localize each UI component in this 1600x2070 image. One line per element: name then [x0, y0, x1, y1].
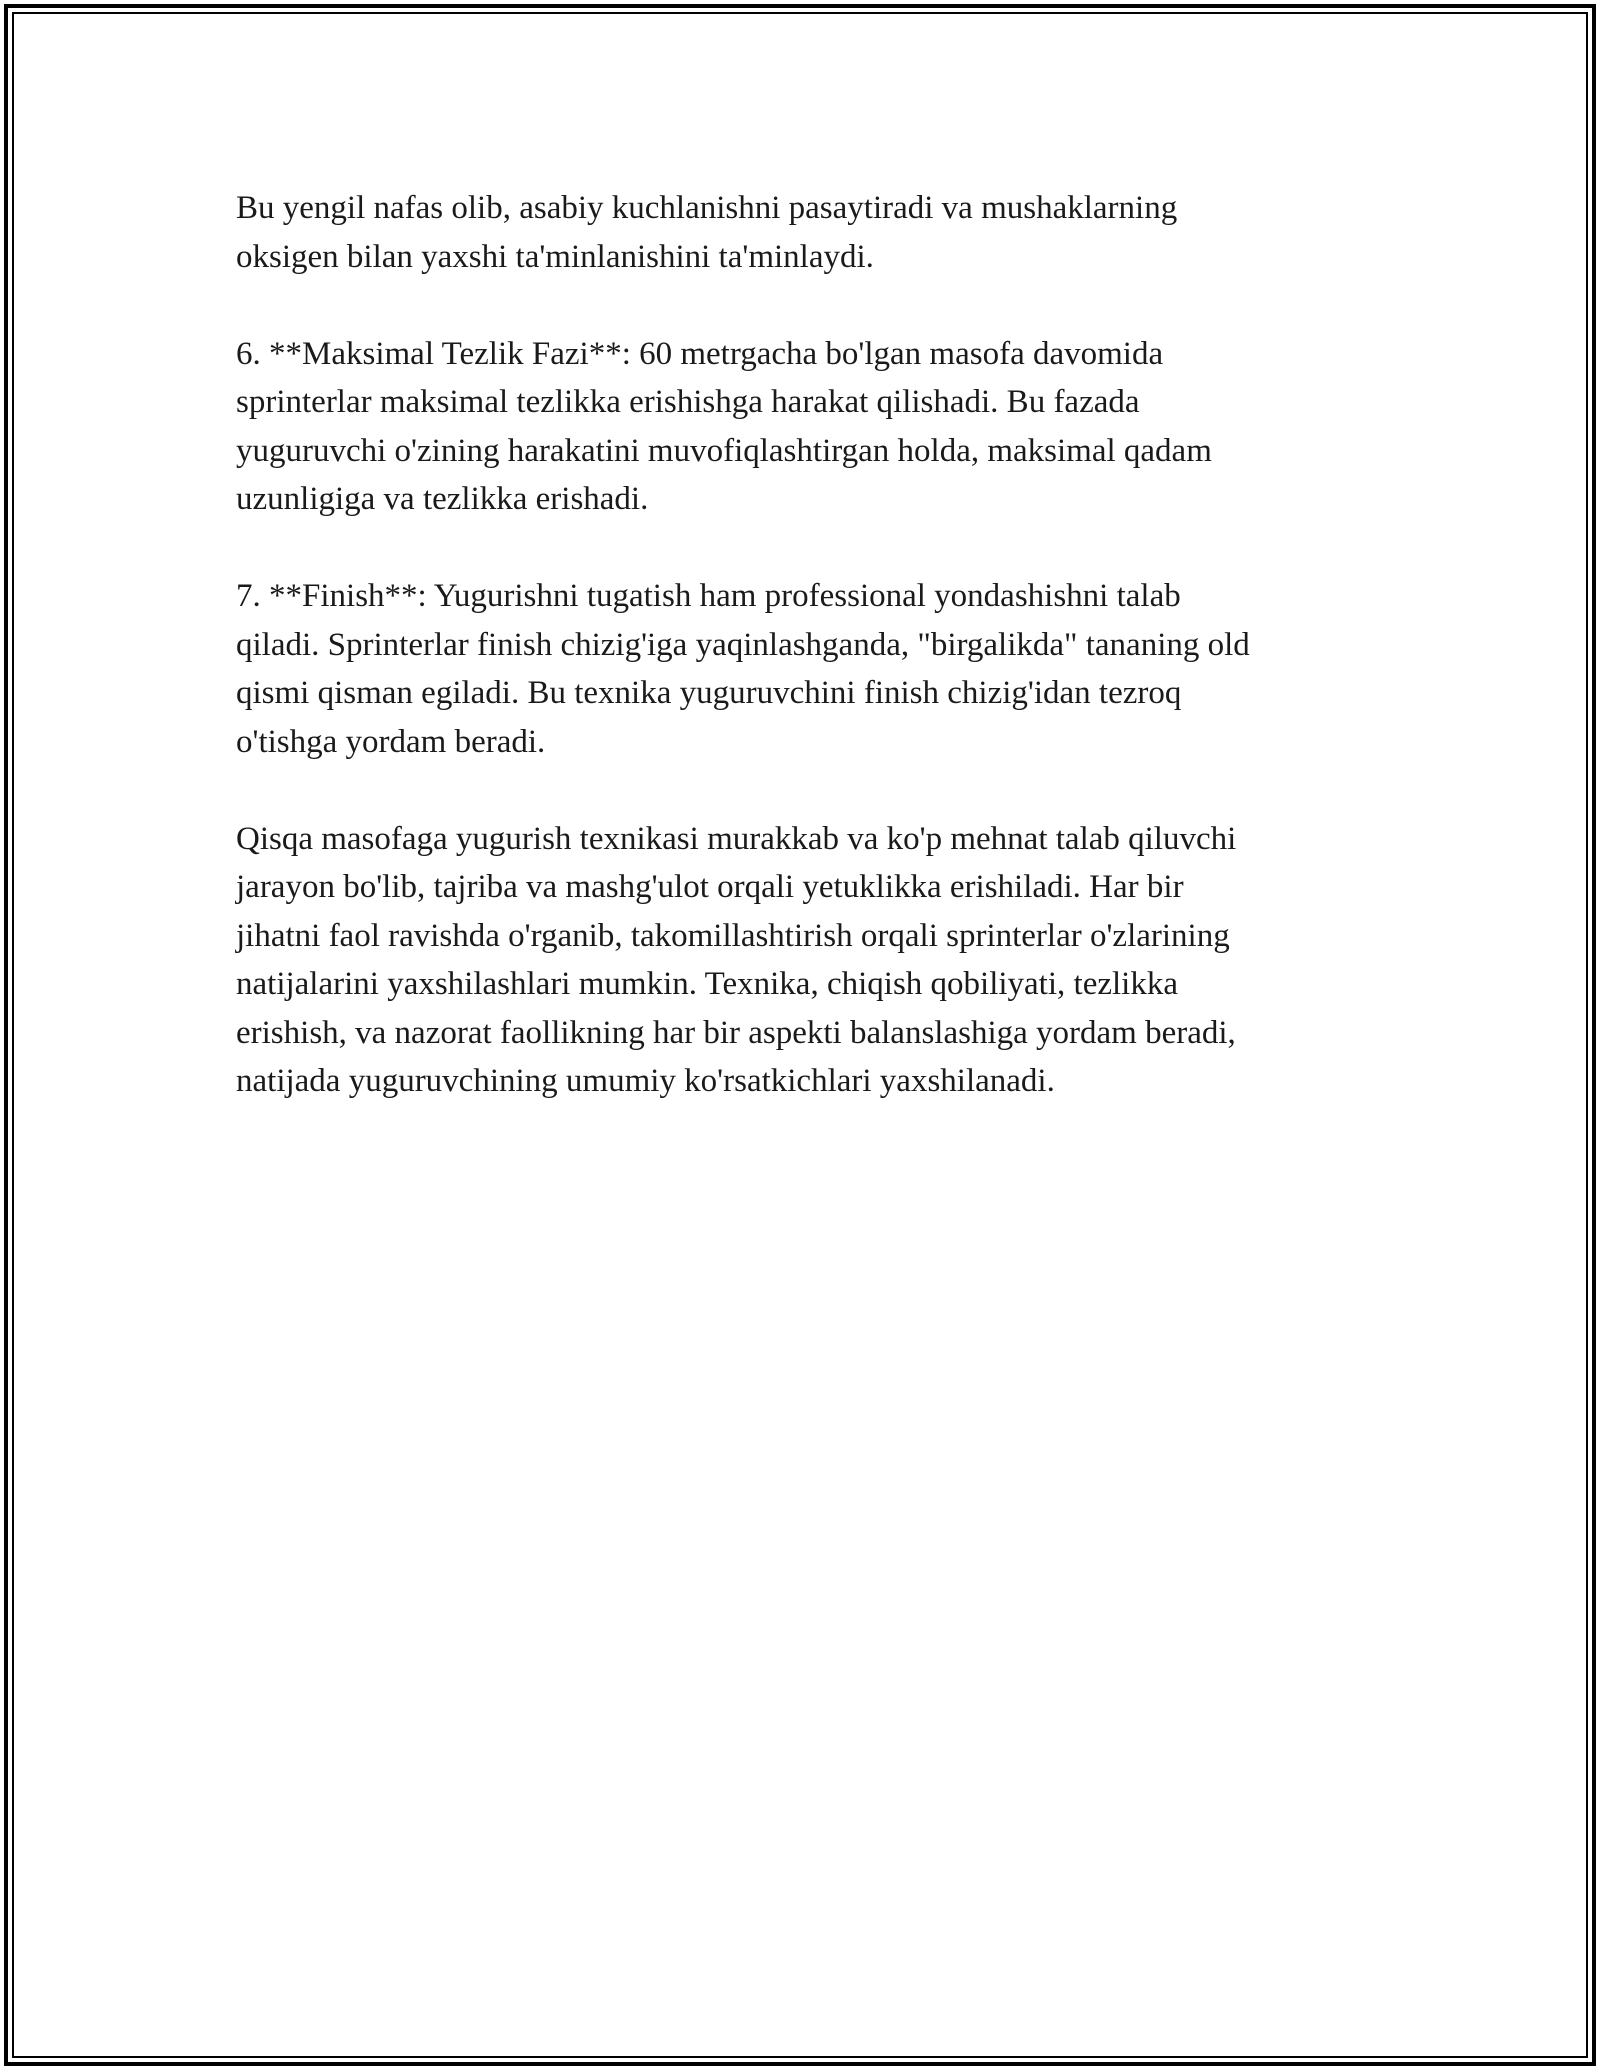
text-line: Bu yengil nafas olib, asabiy kuchlanishni pasaytiradi va mushaklarning [236, 190, 1178, 226]
text-line: qismi qisman egiladi. Bu texnika yuguruvchini finish chizig'idan tezroq [236, 675, 1182, 711]
text-line: jihatni faol ravishda o'rganib, takomillashtirish orqali sprinterlar o'zlarining [236, 917, 1230, 954]
paragraph-breathing [236, 184, 1386, 281]
paragraph-max-speed-phase [236, 330, 1386, 524]
text-line: qiladi. Sprinterlar finish chizig'iga yaqinlashganda, "birgalikda" tananing old [236, 626, 1250, 663]
text-line: 6. **Maksimal Tezlik Fazi**: 60 metrgacha bo'lgan masofa davomida [236, 335, 1164, 372]
text-line: 7. **Finish**: Yugurishni tugatish ham professional yondashishni talab [236, 578, 1181, 614]
text-line: natijada yuguruvchining umumiy ko'rsatkichlari yaxshilanadi. [236, 1063, 1055, 1099]
text-line: natijalarini yaxshilashlari mumkin. Texnika, chiqish qobiliyati, tezlikka [236, 966, 1178, 1002]
text-line: oksigen bilan yaxshi ta'minlanishini ta'minlaydi. [236, 238, 874, 275]
text-line: jarayon bo'lib, tajriba va mashg'ulot orqali yetuklikka erishiladi. Har bir [236, 869, 1184, 905]
text-line: Qisqa masofaga yugurish texnikasi murakkab va ko'p mehnat talab qiluvchi [236, 820, 1237, 857]
text-line: o'tishga yordam beradi. [236, 723, 546, 760]
paragraph-conclusion [236, 815, 1386, 1106]
text-line: yuguruvchi o'zining harakatini muvofiqlashtirgan holda, maksimal qadam [236, 432, 1212, 469]
paragraph-finish [236, 572, 1386, 766]
text-line: uzunligiga va tezlikka erishadi. [236, 481, 649, 517]
text-line: erishish, va nazorat faollikning har bir aspekti balanslashiga yordam beradi, [236, 1014, 1236, 1051]
document-body [236, 184, 1386, 1154]
text-line: sprinterlar maksimal tezlikka erishishga harakat qilishadi. Bu fazada [236, 384, 1140, 420]
